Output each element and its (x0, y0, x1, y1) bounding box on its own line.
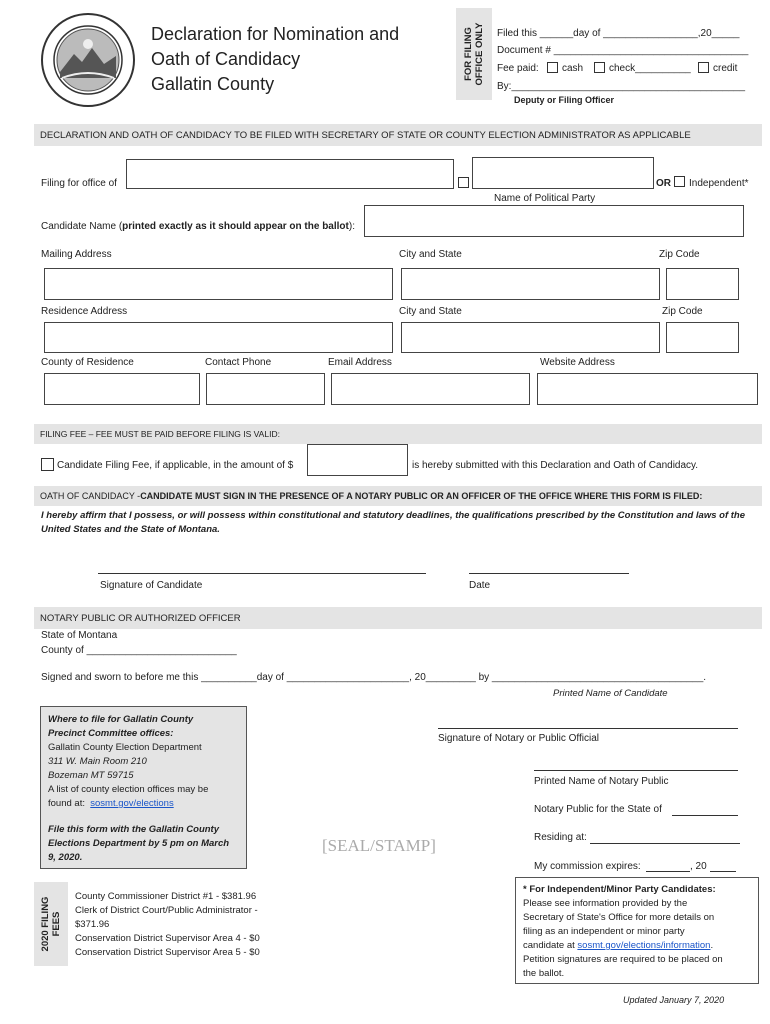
filing-fee-band: FILING FEE – FEE MUST BE PAID BEFORE FILING IS VALID: (34, 424, 762, 444)
oath-text: I hereby affirm that I possess, or will possess within constitutional and statutory deadlines, the qualifications prescribed by the Constitution and laws of the United States and the State of Montana. (41, 510, 745, 535)
title-line-2: Oath of Candidacy (151, 49, 301, 69)
or-label: OR (656, 178, 671, 189)
fee-item: Conservation District Supervisor Area 4 - $0 (75, 933, 260, 944)
mailing-city-state-input[interactable] (401, 268, 660, 300)
credit-checkbox[interactable] (698, 62, 709, 73)
filed-this: Filed this ______day of _________________,20_____ (497, 28, 740, 39)
information-link[interactable]: sosmt.gov/elections/information (577, 940, 711, 951)
commission-year: , 20 (690, 861, 707, 872)
notary-printed-line[interactable] (534, 770, 738, 771)
credit-label: credit (713, 63, 738, 74)
commission-label: My commission expires: (534, 861, 641, 872)
independent-note-heading: * For Independent/Minor Party Candidates: (523, 884, 716, 895)
fee-item: County Commissioner District #1 - $381.96 (75, 891, 257, 902)
seal-stamp-placeholder: [SEAL/STAMP] (322, 836, 436, 855)
mailing-zip-input[interactable] (666, 268, 739, 300)
document-number: Document # ___________________________________ (497, 45, 749, 56)
form-title (151, 22, 399, 97)
residence-city-state-label: City and State (399, 306, 462, 317)
fee-paid-label: Fee paid: (497, 63, 539, 74)
office-use-label (456, 8, 492, 100)
filing-fee-text: Candidate Filing Fee, if applicable, in the amount of $ (57, 460, 294, 471)
where-to-file-box (40, 706, 247, 869)
fee-item: Clerk of District Court/Public Administrator - (75, 905, 258, 916)
deadline-line-2: Elections Department by 5 pm on March (48, 838, 230, 849)
filing-fee-checkbox[interactable] (41, 458, 54, 471)
email-address-label: Email Address (328, 357, 392, 368)
address-line-1: 311 W. Main Room 210 (48, 756, 147, 767)
notary-state-line[interactable] (672, 815, 738, 816)
signed-sworn: Signed and sworn to before me this __________day of ______________________, 20_________ by ______________________________________. (41, 672, 707, 683)
where-heading-2: Precinct Committee offices: (48, 728, 174, 739)
candidate-signature-line[interactable] (98, 573, 426, 574)
fees-label-line-2: FEES (51, 911, 62, 937)
residence-city-state-input[interactable] (401, 322, 660, 353)
mailing-zip-label: Zip Code (659, 249, 700, 260)
check-label: check__________ (609, 63, 691, 74)
commission-line[interactable] (646, 871, 690, 872)
oath-band-bold: CANDIDATE MUST SIGN IN THE PRESENCE OF A NOTARY PUBLIC OR AN OFFICER OF THE OFFICE WHERE THIS FORM IS FILED: (140, 491, 703, 501)
title-line-1: Declaration for Nomination and (151, 24, 400, 44)
note-line-5: Petition signatures are required to be placed on (523, 954, 723, 965)
fee-item: $371.96 (75, 919, 110, 930)
oath-band-pre: OATH OF CANDIDACY - (40, 491, 141, 501)
filing-fee-submitted: is hereby submitted with this Declaration and Oath of Candidacy. (412, 460, 699, 471)
candidate-name-post: ): (348, 221, 355, 232)
deputy-label: Deputy or Filing Officer (514, 95, 615, 105)
check-checkbox[interactable] (594, 62, 605, 73)
residence-address-label: Residence Address (41, 306, 128, 317)
candidate-name-input[interactable] (364, 205, 744, 237)
website-address-input[interactable] (537, 373, 758, 405)
candidate-signature-label: Signature of Candidate (100, 580, 203, 591)
residence-zip-input[interactable] (666, 322, 739, 353)
party-name-label: Name of Political Party (494, 193, 596, 204)
residence-address-input[interactable] (44, 322, 393, 353)
list-line-2 (48, 797, 246, 811)
deadline-line-1: File this form with the Gallatin County (48, 824, 220, 835)
address-line-2: Bozeman MT 59715 (48, 770, 134, 781)
election-dept: Gallatin County Election Department (48, 742, 202, 753)
cash-label: cash (562, 63, 584, 74)
declaration-band: DECLARATION AND OATH OF CANDIDACY TO BE FILED WITH SECRETARY OF STATE OR COUNTY ELECTION ADMINISTRATOR AS APPLICABLE (34, 124, 762, 146)
filing-for-office-label: Filing for office of (41, 178, 117, 189)
printed-name-candidate: Printed Name of Candidate (553, 688, 668, 699)
note-line-1: Please see information provided by the (523, 898, 688, 909)
county-residence-input[interactable] (44, 373, 200, 405)
independent-label: Independent* (689, 178, 749, 189)
contact-phone-label: Contact Phone (205, 357, 272, 368)
candidate-name-bold: printed exactly as it should appear on the ballot (122, 221, 349, 232)
contact-phone-input[interactable] (206, 373, 325, 405)
party-checkbox[interactable] (458, 177, 469, 188)
candidate-name-label (41, 221, 355, 232)
commission-year-line[interactable] (710, 871, 736, 872)
notary-printed-label: Printed Name of Notary Public (534, 776, 669, 787)
filing-fee-amount-input[interactable] (307, 444, 408, 476)
office-use-line-1: FOR FILING (463, 27, 474, 81)
notary-band: NOTARY PUBLIC OR AUTHORIZED OFFICER (34, 607, 762, 629)
fees-vertical-label (34, 882, 68, 966)
notary-signature-label: Signature of Notary or Public Official (438, 733, 600, 744)
county-residence-label: County of Residence (41, 357, 134, 368)
county-seal (38, 12, 138, 108)
fees-list (75, 890, 260, 960)
note-line-3: filing as an independent or minor party (523, 926, 685, 937)
state-of-montana: State of Montana (41, 630, 118, 641)
mailing-address-label: Mailing Address (41, 249, 112, 260)
office-use-line-2: OFFICE ONLY (474, 22, 485, 86)
date-label: Date (469, 580, 491, 591)
list-line-1: A list of county election offices may be (48, 784, 209, 795)
residing-label: Residing at: (534, 832, 587, 843)
note-line-4-post: . (710, 940, 714, 951)
note-line-4-pre: candidate at (523, 940, 578, 951)
office-input[interactable] (126, 159, 454, 189)
party-input[interactable] (472, 157, 654, 189)
cash-checkbox[interactable] (547, 62, 558, 73)
elections-link[interactable]: sosmt.gov/elections (90, 798, 174, 809)
notary-state-label: Notary Public for the State of (534, 804, 662, 815)
residing-line[interactable] (590, 843, 740, 844)
residence-zip-label: Zip Code (662, 306, 703, 317)
independent-note-box (515, 877, 759, 984)
fees-label-line-1: 2020 FILING (40, 896, 51, 952)
note-line-2: Secretary of State's Office for more details on (523, 912, 715, 923)
note-line-6: the ballot. (523, 968, 565, 979)
website-address-label: Website Address (540, 357, 615, 368)
date-line[interactable] (469, 573, 629, 574)
oath-band (34, 486, 762, 506)
independent-checkbox[interactable] (674, 176, 685, 187)
updated-date: Updated January 7, 2020 (623, 995, 725, 1005)
notary-signature-line[interactable] (438, 728, 738, 729)
deadline-line-3: 9, 2020. (48, 852, 83, 863)
list-line-2-pre: found at: (48, 798, 91, 809)
title-line-3: Gallatin County (151, 74, 275, 94)
by-line: By:__________________________________________ (497, 81, 746, 92)
email-address-input[interactable] (331, 373, 530, 405)
note-line-4 (523, 939, 758, 953)
candidate-name-pre: Candidate Name ( (41, 221, 123, 232)
fee-item: Conservation District Supervisor Area 5 - $0 (75, 947, 260, 958)
where-heading-1: Where to file for Gallatin County (48, 714, 194, 725)
mailing-address-input[interactable] (44, 268, 393, 300)
mailing-city-state-label: City and State (399, 249, 462, 260)
county-of: County of ___________________________ (41, 645, 237, 656)
